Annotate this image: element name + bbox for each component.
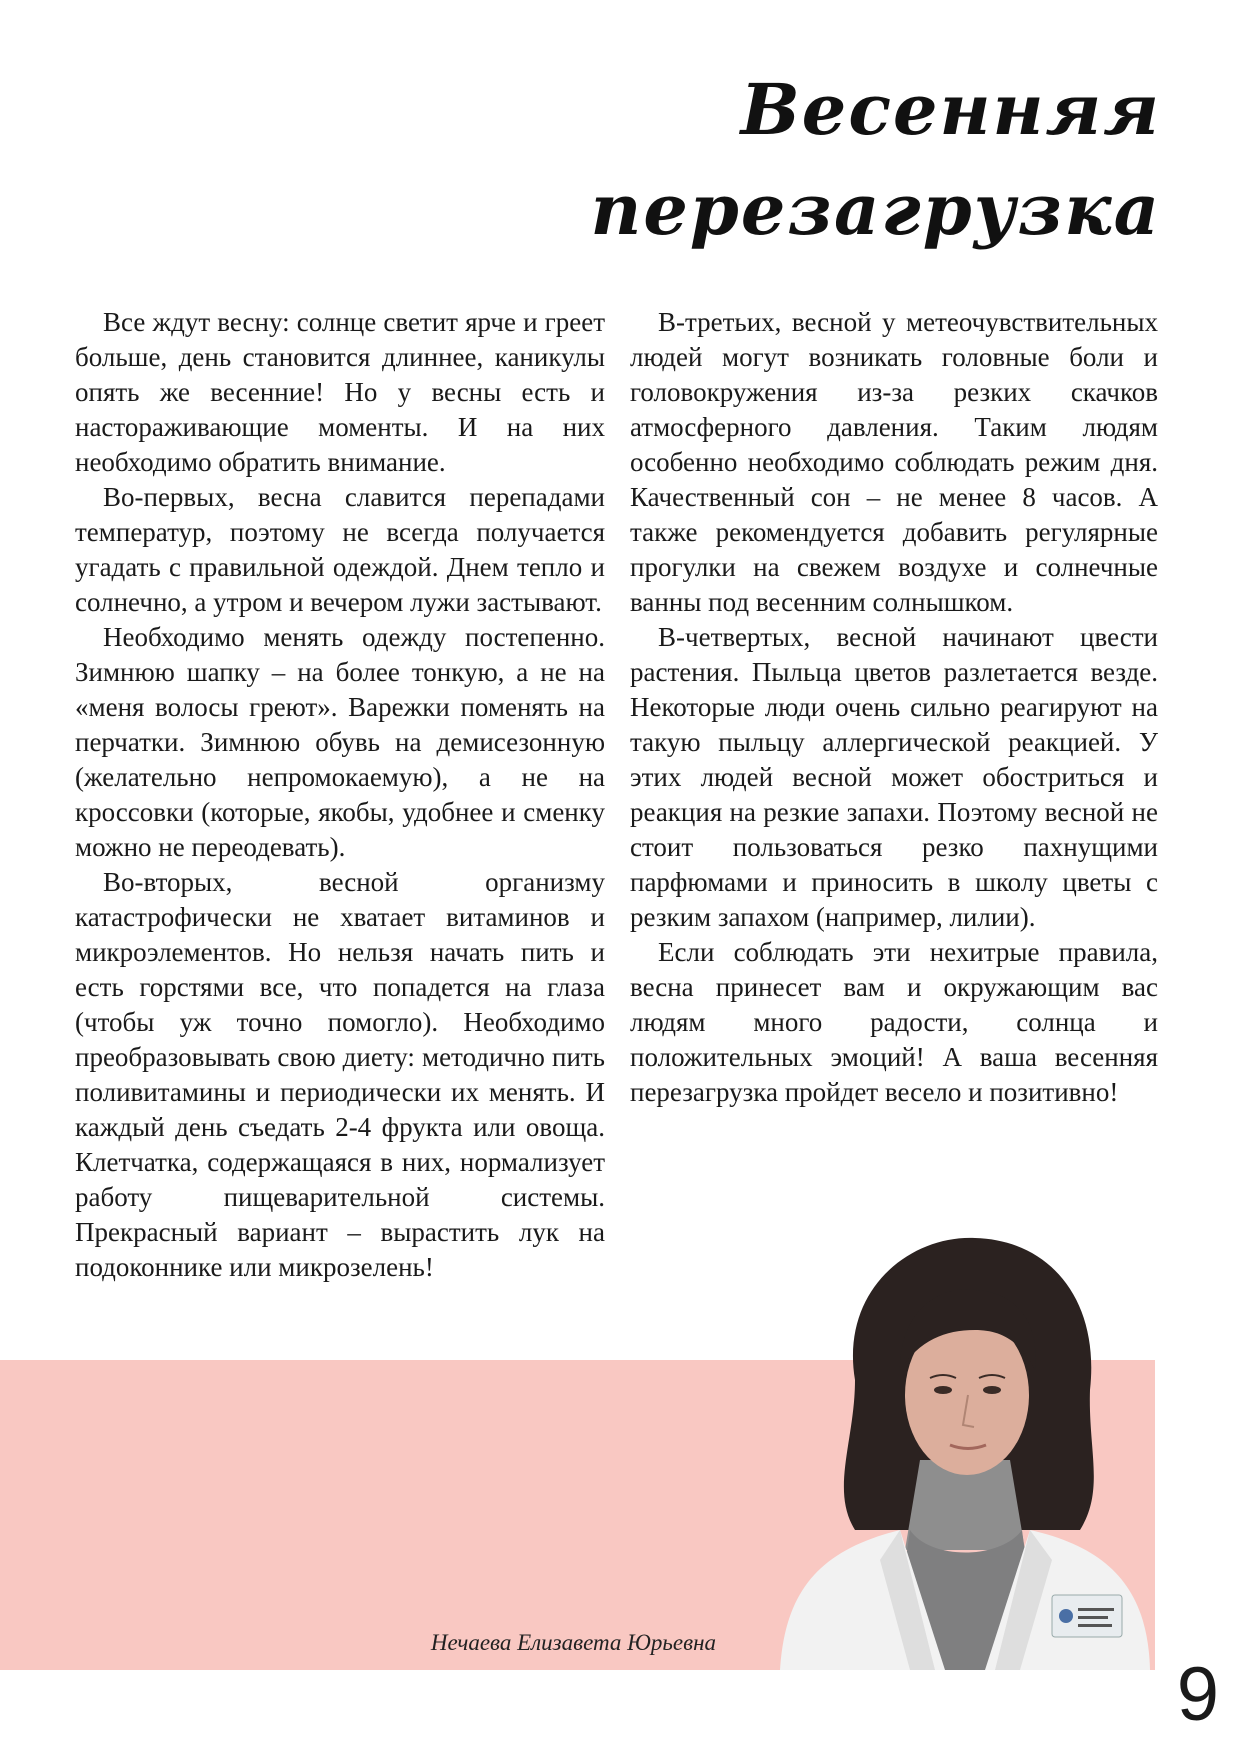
- page-number: 9: [1176, 1652, 1219, 1737]
- page-title: [590, 60, 1161, 260]
- text-column-left: [75, 305, 605, 1285]
- portrait-illustration: [760, 1230, 1160, 1670]
- title-line-2: перезагрузка: [590, 168, 1161, 251]
- paragraph: Если соблюдать эти нехитрые правила, весна принесет вам и окружающим вас людям много радости, солнца и положительных эмоций! А ваша весенняя перезагрузка пройдет весело и позитивно!: [630, 937, 1158, 1107]
- author-portrait: [760, 1230, 1160, 1670]
- paragraph: Во-первых, весна славится перепадами температур, поэтому не всегда получается угадать с правильной одеждой. Днем тепло и солнечно, а утром и вечером лужи застывают.: [75, 482, 605, 617]
- portrait-caption: Нечаева Елизавета Юрьевна: [430, 1630, 716, 1655]
- paragraph: Все ждут весну: солнце светит ярче и греет больше, день становится длиннее, каникулы опять же весенние! Но у весны есть и настораживающие моменты. И на них необходимо обратить внимание.: [75, 307, 605, 477]
- title-line-1: Весенняя: [740, 68, 1161, 151]
- paragraph: Во-вторых, весной организму катастрофически не хватает витаминов и микроэлементов. Но нельзя начать пить и есть горстями все, что попадется на глаза (чтобы уж точно помогло). Необходимо преобразовывать свою диету: методично пить поливитамины и периодически их менять. И каждый день съедать 2-4 фрукта или овоща. Клетчатка, содержащаяся в них, нормализует работу пищеварительной системы. Прекрасный вариант – вырастить лук на подоконнике или микрозелень!: [75, 867, 605, 1282]
- text-column-right: [630, 305, 1158, 1110]
- paragraph: В-третьих, весной у метеочувствительных людей могут возникать головные боли и головокружения из-за резких скачков атмосферного давления. Таким людям особенно необходимо соблюдать режим дня. Качественный сон – не менее 8 часов. А также рекомендуется добавить регулярные прогулки на свежем воздухе и солнечные ванны под весенним солнышком.: [630, 307, 1158, 617]
- paragraph: Необходимо менять одежду постепенно. Зимнюю шапку – на более тонкую, а не на «меня волосы греют». Варежки поменять на перчатки. Зимнюю обувь на демисезонную (желательно непромокаемую), а не на кроссовки (которые, якобы, удобнее и сменку можно не переодевать).: [75, 622, 605, 862]
- paragraph: В-четвертых, весной начинают цвести растения. Пыльца цветов разлетается везде. Некоторые люди очень сильно реагируют на такую пыльцу аллергической реакцией. У этих людей весной может обостриться и реакция на резкие запахи. Поэтому весной не стоит пользоваться резко пахнущими парфюмами и приносить в школу цветы с резким запахом (например, лилии).: [630, 622, 1158, 932]
